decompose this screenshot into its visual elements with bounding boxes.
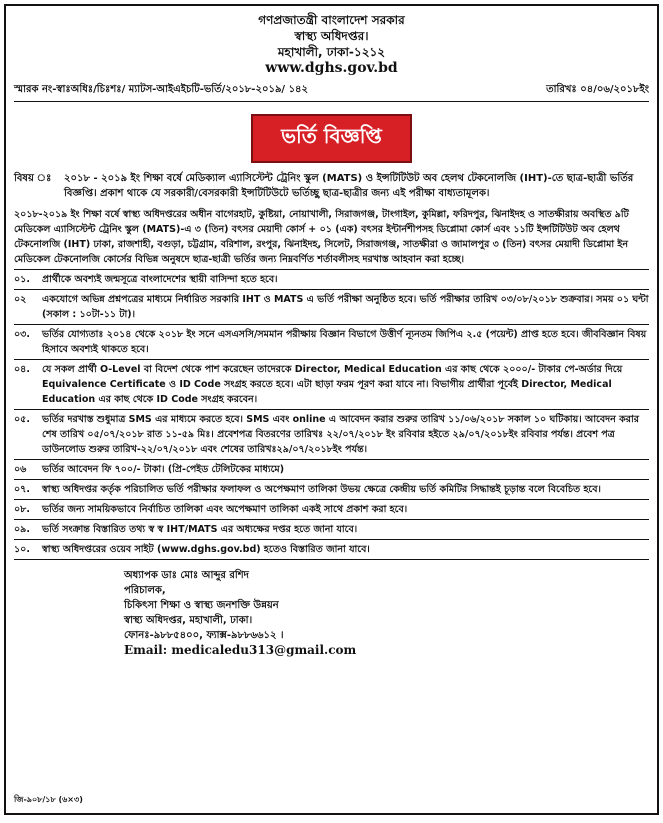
item-number: ০৯. bbox=[14, 524, 30, 535]
memo-row bbox=[14, 82, 649, 102]
address: মহাখালী, ঢাকা-১২১২ bbox=[277, 45, 386, 59]
admission-notice-banner: ভর্তি বিজ্ঞপ্তি bbox=[251, 114, 412, 163]
condition-item bbox=[14, 290, 649, 325]
condition-item bbox=[14, 460, 649, 480]
signatory-name: অধ্যাপক ডাঃ মোঃ আব্দুর রশিদ bbox=[124, 570, 249, 581]
item-text: যে সকল প্রার্থী O-Level বা বিদেশ থেকে পাশ করেছেন তাদেরকে Director, Medical Education এর কাছ থেকে ২০০০/- টাকার পে-অর্ডার দিয়ে Equivalence Certificate ও ID Code সংগ্রহ করতে হবে। এটা ছাড়া ফরম পূরণ করা যাবে না। বিভাগীয় প্রার্থীরা পূর্বেই Director, Medical Education এর কাছ থেকে ID Code সংগ্রহ করবেন। bbox=[42, 364, 623, 405]
item-number: ০৪. bbox=[14, 364, 30, 375]
intro-paragraph: ২০১৮-২০১৯ ইং শিক্ষা বর্ষে স্বাস্থ্য অধিদপ্তরের অধীন বাগেরহাট, কুষ্টিয়া, নোয়াখালী, সিরাজগঞ্জ, টাংগাইল, কুমিল্লা, ফরিদপুর, ঝিনাইদহ ও সাতক্ষীরায় অবস্থিত ৯টি মেডিকেল এ্যাসিস্টেন্ট ট্রেনিং স্কুল (MATS)-এ ৩ (তিন) বৎসর মেয়াদী কোর্স + ০১ (এক) বৎসর ইন্টার্নশীপসহ ডিপ্লোমা কোর্স এবং ১১টি ইন্সটিটিউট অব হেলথ টেকনোলজি (IHT) ঢাকা, রাজশাহী, বগুড়া, চট্টগ্রাম, বরিশাল, রংপুর, ঝিনাইদহ, সিলেট, সিরাজগঞ্জ, সাতক্ষীরা ও জামালপুর ৩ (তিন) বৎসর মেয়াদী ডিপ্লোমা ইন মেডিকেল টেকনোলজি কোর্সের বিভিন্ন অনুষদে ছাত্র-ছাত্রী ভর্তির জন্য নিম্নবর্ণিত শর্তাবলীসহ দরখাস্ত আহবান করা হচ্ছে। bbox=[14, 209, 629, 265]
banner-wrap bbox=[14, 114, 649, 163]
signature-block bbox=[124, 568, 649, 658]
condition-item bbox=[14, 360, 649, 410]
condition-item bbox=[14, 325, 649, 360]
condition-item bbox=[14, 480, 649, 500]
item-text: একযোগে অভিন্ন প্রশ্নপত্রের মাধ্যমে নির্ধারিত সরকারি IHT ও MATS এ ভর্তি পরীক্ষা অনুষ্ঠিত হবে। ভর্তি পরীক্ষার তারিখ ০৩/০৮/২০১৮ শুক্রবার। সময় ০১ ঘন্টা (সকাল : ১০টা-১১ টা)। bbox=[42, 294, 649, 320]
item-text: ভর্তির আবেদন ফি ৭০০/- টাকা। (প্রি-পেইড টেলিটকের মাধ্যমে) bbox=[42, 464, 285, 475]
subject bbox=[14, 171, 649, 201]
item-number: ০৩. bbox=[14, 329, 30, 340]
condition-item bbox=[14, 540, 649, 560]
conditions-list bbox=[14, 269, 649, 560]
govt-print-code: জি-৯০৮/১৮ (৬×৩) bbox=[14, 795, 83, 804]
notice-page bbox=[4, 4, 659, 815]
condition-item bbox=[14, 270, 649, 290]
item-text: স্বাস্থ্য অধিদপ্তর কর্তৃক পরিচালিত ভর্তি পরীক্ষার ফলাফল ও অপেক্ষমাণ তালিকা উভয় ক্ষেত্রে কেন্দ্রীয় ভর্তি কমিটির সিদ্ধান্তই চূড়ান্ত বলে বিবেচিত হবে। bbox=[42, 484, 601, 495]
contact-email: Email: medicaledu313@gmail.com bbox=[124, 643, 357, 657]
govt-name: গণপ্রজাতন্ত্রী বাংলাদেশ সরকার bbox=[258, 13, 405, 27]
item-text: ভর্তির জন্য সাময়িকভাবে নির্বাচিত তালিকা এবং অপেক্ষমাণ তালিকা একই সাথে প্রকাশ করা হবে। bbox=[42, 504, 408, 515]
website: www.dghs.gov.bd bbox=[265, 60, 398, 76]
condition-item bbox=[14, 500, 649, 520]
item-number: ১০. bbox=[14, 544, 30, 555]
item-number: ০৭. bbox=[14, 484, 30, 495]
condition-item bbox=[14, 520, 649, 540]
memo-number: স্মারক নং-স্বাঃঅধিঃ/চিঃশঃ/ ম্যাটস-আইএইচটি-ভর্তি/২০১৮-২০১৯/ ১৪২ bbox=[14, 84, 309, 95]
item-text: ভর্তির যোগ্যতাঃ ২০১৪ থেকে ২০১৮ ইং সনে এসএসসি/সমমান পরীক্ষায় বিজ্ঞান বিভাগে উত্তীর্ণ ন্যূনতম জিপিএ ২.৫ (পয়েন্ট) প্রাপ্ত হতে হবে। জীববিজ্ঞান বিষয় হিসাবে অবশ্যই থাকতে হবে। bbox=[42, 329, 647, 355]
header bbox=[14, 12, 649, 76]
signatory-dept: চিকিৎসা শিক্ষা ও স্বাস্থ্য জনশক্তি উন্নয়ন bbox=[124, 600, 279, 611]
item-number: ০৬ bbox=[14, 464, 27, 475]
signatory-title: পরিচালক, bbox=[124, 585, 166, 596]
item-text: ভর্তির দরখাস্ত শুধুমাত্র SMS এর মাধ্যমে করতে হবে। SMS এবং online এ আবেদন করার শুরুর তারিখ ১১/০৬/২০১৮ সকাল ১০ ঘটিকায়। আবেদন করার শেষ তারিখ ০৫/০৭/২০১৮ রাত ১১-৫৯ মিঃ। প্রবেশপত্র বিতরণের তারিখঃ ২২/০৭/২০১৮ ইং রবিবার হইতে ২৯/০৭/২০১৮ইং রবিবার পর্যন্ত। প্রবেশ পত্র ডাউনলোড শুরুর তারিখ-২২/০৭/২০১৮ এবং শেষের তারিখঃ২৯/০৭/২০১৮ইং পর্যন্ত। bbox=[42, 414, 639, 455]
dept-name: স্বাস্থ্য অধিদপ্তর। bbox=[294, 29, 369, 43]
memo-date: তারিখঃ ০৪/০৬/২০১৮ইং bbox=[546, 84, 649, 95]
item-number: ০১. bbox=[14, 274, 30, 285]
subject-label: বিষয় ঃ bbox=[14, 173, 52, 184]
item-number: ০৫. bbox=[14, 414, 30, 425]
contact-phone: ফোনঃ-৯৮৮৫৪০০, ফ্যাক্স-৯৮৮৬৬১২ । bbox=[124, 630, 284, 641]
item-text: প্রার্থীকে অবশ্যই জন্মসূত্রে বাংলাদেশের স্থায়ী বাসিন্দা হতে হবে। bbox=[42, 274, 278, 285]
signatory-office: স্বাস্থ্য অধিদপ্তর, মহাখালী, ঢাকা। bbox=[124, 615, 253, 626]
item-number: ০২ bbox=[14, 294, 27, 305]
subject-text: ২০১৮ - ২০১৯ ইং শিক্ষা বর্ষে মেডিক্যাল এ্যাসিস্টেন্ট ট্রেনিং স্কুল (MATS) ও ইন্সটিটিউট অব হেলথ টেকনোলজি (IHT)-তে ছাত্র-ছাত্রী ভর্তির বিজ্ঞপ্তি। প্রকাশ থাকে যে সরকারী/বেসরকারী ইন্সটিটিউটে ভর্তিচ্ছু ছাত্র-ছাত্রীর জন্য এই পরীক্ষা বাধ্যতামূলক। bbox=[64, 173, 634, 199]
item-number: ০৮. bbox=[14, 504, 30, 515]
item-text: ভর্তি সংক্রান্ত বিস্তারিত তথ্য স্ব স্ব IHT/MATS এর অধ্যক্ষের দপ্তর হতে জানা যাবে। bbox=[42, 524, 358, 535]
item-text: স্বাস্থ্য অধিদপ্তরের ওয়েব সাইট (www.dghs.gov.bd) হতেও বিস্তারিত জানা যাবে। bbox=[42, 544, 370, 555]
condition-item bbox=[14, 410, 649, 460]
